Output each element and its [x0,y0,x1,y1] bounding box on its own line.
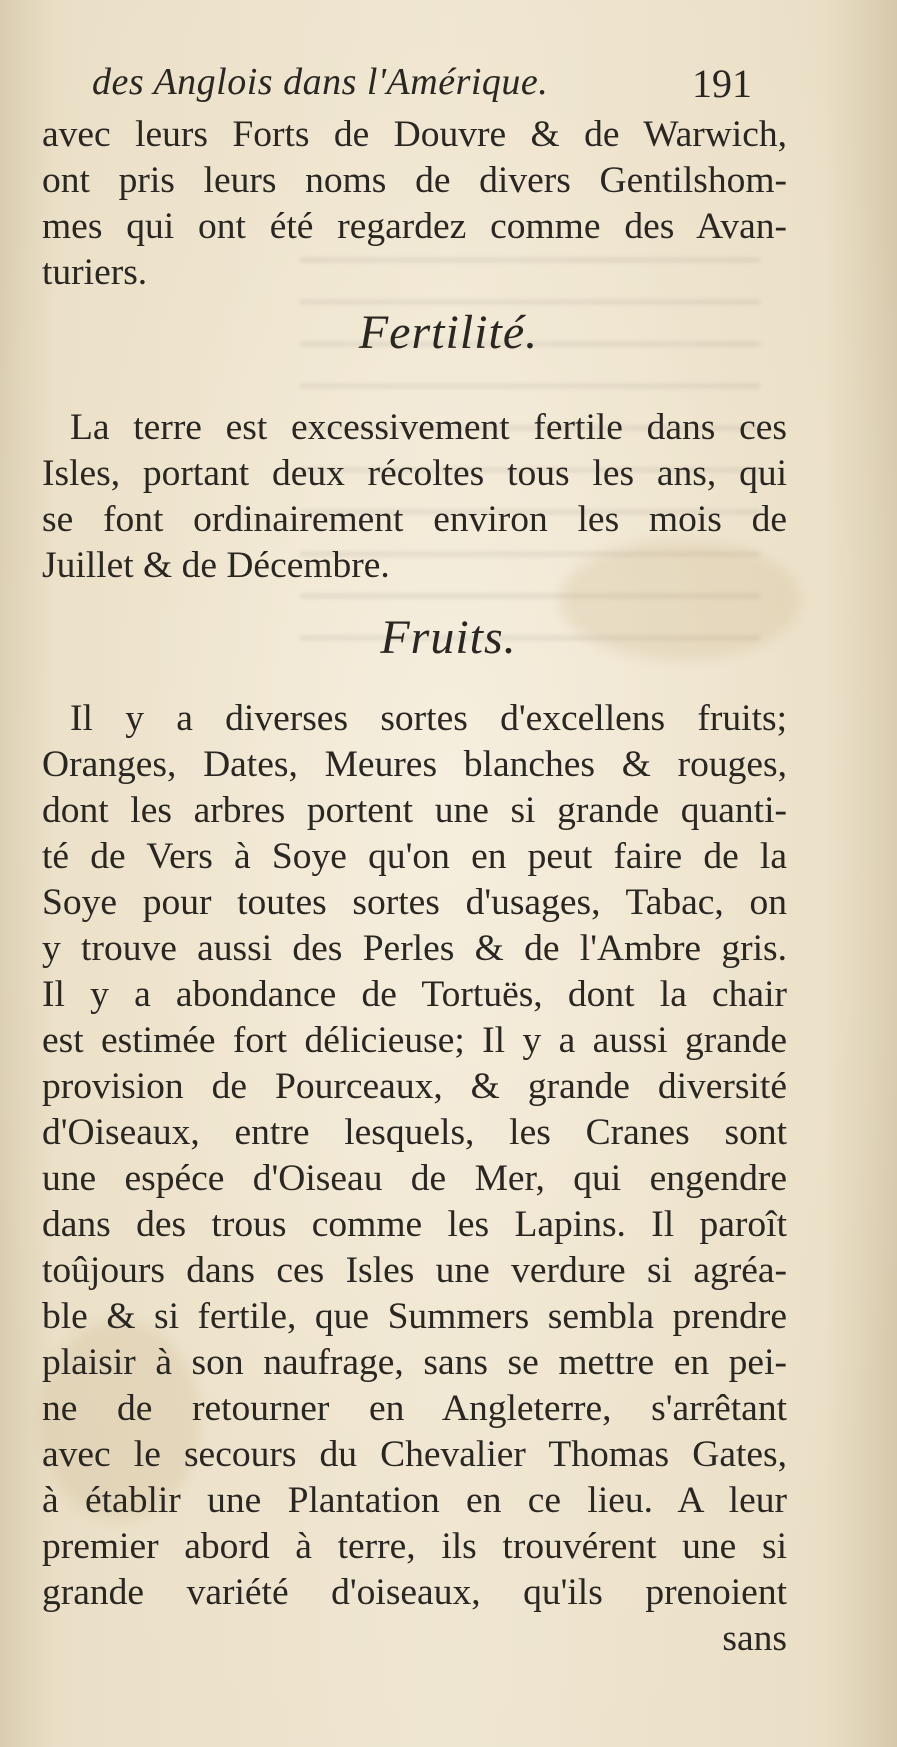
text-line: Il y a diverses sortes d'excellens fruits; [70,698,787,739]
paragraph-fruits [42,696,787,1662]
text-line: grande variété d'oiseaux, qu'ils prenoient [42,1572,787,1613]
text-line: à établir une Plantation en ce lieu. A leur [42,1480,787,1521]
text-line: dans des trous comme les Lapins. Il paroît [42,1204,787,1245]
text-line: Il y a abondance de Tortuës, dont la chair [42,974,787,1015]
text-line: une espéce d'Oiseau de Mer, qui engendre [42,1158,787,1199]
text-line: avec le secours du Chevalier Thomas Gates, [42,1434,787,1475]
text-line: toûjours dans ces Isles une verdure si agréa- [42,1250,787,1291]
page-number: 191 [692,61,752,106]
text-line: avec leurs Forts de Douvre & de Warwich, [42,114,787,155]
text-line: premier abord à terre, ils trouvérent une si [42,1526,787,1567]
text-line: est estimée fort délicieuse; Il y a aussi grande [42,1020,787,1061]
text-line: ble & si fertile, que Summers sembla prendre [42,1296,787,1337]
catchword: sans [722,1618,787,1659]
text-line: ont pris leurs noms de divers Gentilshom- [42,160,787,201]
text-line: té de Vers à Soye qu'on en peut faire de la [42,836,787,877]
text-line: ne de retourner en Angleterre, s'arrêtant [42,1388,787,1429]
text-line: Oranges, Dates, Meures blanches & rouges, [42,744,787,785]
paragraph-fertilite [42,405,787,589]
text-line: turiers. [42,252,148,293]
text-line: La terre est excessivement fertile dans ces [70,407,787,448]
text-line: provision de Pourceaux, & grande diversité [42,1066,787,1107]
text-line: d'Oiseaux, entre lesquels, les Cranes sont [42,1112,787,1153]
text-line: mes qui ont été regardez comme des Avan- [42,206,787,247]
text-line: Soye pour toutes sortes d'usages, Tabac, on [42,882,787,923]
text-line: Juillet & de Décembre. [42,545,390,586]
text-line: Isles, portant deux récoltes tous les ans, qui [42,453,787,494]
text-line: se font ordinairement environ les mois de [42,499,787,540]
section-heading-fertilite: Fertilité. [358,306,539,359]
text-line: dont les arbres portent une si grande quanti- [42,790,787,831]
paragraph-continuation [42,112,787,296]
section-heading-fruits: Fruits. [380,611,517,664]
running-title: des Anglois dans l'Amérique. [92,61,549,103]
page-header [92,60,752,108]
text-line: y trouve aussi des Perles & de l'Ambre gris. [42,928,787,969]
text-line: plaisir à son naufrage, sans se mettre en pei- [42,1342,787,1383]
